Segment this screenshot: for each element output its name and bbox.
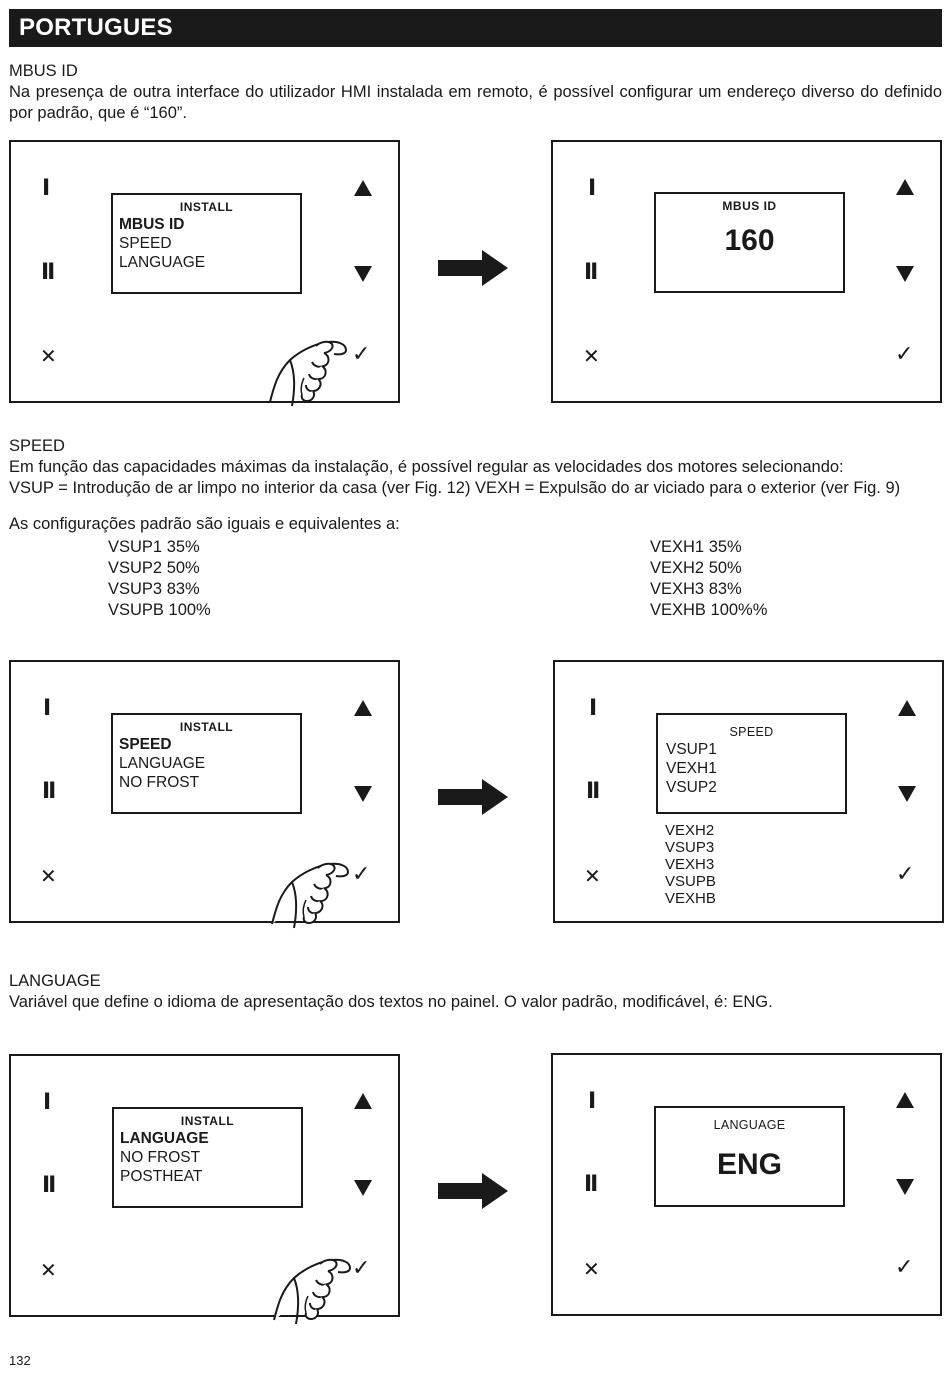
menu-item-language[interactable]: LANGUAGE (119, 254, 206, 271)
pressing-hand-icon (272, 1256, 354, 1326)
display-screen (656, 713, 847, 814)
screen-title: SPEED (729, 725, 774, 739)
button-one[interactable]: I (588, 1089, 597, 1114)
speed-option[interactable]: VSUP2 (666, 779, 717, 796)
speed-heading: SPEED (9, 437, 65, 455)
screen-title: INSTALL (179, 200, 234, 214)
screen-title: INSTALL (179, 720, 234, 734)
x-icon: ✕ (584, 864, 601, 888)
triangle-up-icon[interactable] (354, 180, 372, 196)
confirm-button[interactable] (896, 864, 914, 886)
vexh-default: VEXHB 100%% (650, 601, 768, 619)
display-screen (111, 713, 302, 814)
menu-item-no-frost[interactable]: NO FROST (119, 774, 200, 791)
cancel-button[interactable] (584, 866, 601, 886)
triangle-down-icon[interactable] (896, 1179, 914, 1195)
confirm-button[interactable] (895, 1257, 913, 1279)
cancel-button[interactable] (583, 346, 600, 366)
speed-description: Em função das capacidades máximas da instalação, é possível regular as velocidades dos motores selecionando: (9, 458, 844, 476)
section-header (9, 9, 942, 47)
vexh-default: VEXH2 50% (650, 559, 742, 577)
page-number: 132 (9, 1353, 31, 1368)
check-icon: ✓ (352, 862, 371, 887)
triangle-up-icon[interactable] (354, 700, 372, 716)
triangle-up-icon[interactable] (354, 1093, 372, 1109)
right-arrow-icon (438, 250, 510, 286)
vexh-default: VEXH1 35% (650, 538, 742, 556)
cancel-button[interactable] (40, 1260, 57, 1280)
vexh-default: VEXH3 83% (650, 580, 742, 598)
button-one[interactable]: I (588, 176, 597, 201)
screen-title: LANGUAGE (713, 1118, 786, 1132)
display-screen (654, 1106, 845, 1207)
screen-title: INSTALL (180, 1114, 235, 1128)
vsup-default: VSUPB 100% (108, 601, 211, 619)
confirm-button[interactable] (352, 1258, 370, 1280)
check-icon: ✓ (352, 342, 371, 367)
menu-item-speed[interactable]: SPEED (119, 235, 172, 252)
menu-item-postheat[interactable]: POSTHEAT (120, 1168, 203, 1185)
vsup-default: VSUP3 83% (108, 580, 200, 598)
triangle-up-icon[interactable] (898, 700, 916, 716)
screen-title: MBUS ID (722, 199, 777, 213)
language-heading: LANGUAGE (9, 972, 101, 990)
display-screen (654, 192, 845, 293)
button-one[interactable]: I (43, 696, 52, 721)
confirm-button[interactable] (895, 344, 913, 366)
triangle-up-icon[interactable] (896, 179, 914, 195)
cancel-button[interactable] (583, 1259, 600, 1279)
display-screen (111, 193, 302, 294)
control-panel-speed-list (553, 660, 944, 923)
speed-option[interactable]: VSUP1 (666, 741, 717, 758)
menu-item-language[interactable]: LANGUAGE (120, 1130, 209, 1147)
pressing-hand-icon (268, 338, 350, 408)
right-arrow-icon (438, 779, 510, 815)
triangle-down-icon[interactable] (354, 266, 372, 282)
button-one[interactable]: I (589, 696, 598, 721)
menu-item-speed[interactable]: SPEED (119, 736, 172, 753)
speed-option[interactable]: VEXH1 (666, 760, 717, 777)
triangle-down-icon[interactable] (896, 266, 914, 282)
control-panel-mbus-value (551, 140, 942, 403)
triangle-down-icon[interactable] (354, 1180, 372, 1196)
pressing-hand-icon (270, 860, 352, 930)
display-screen (112, 1107, 303, 1208)
cancel-button[interactable] (40, 346, 57, 366)
speed-option-hidden: VSUPB (665, 873, 716, 890)
speed-option-hidden: VEXH3 (665, 856, 715, 873)
x-icon: ✕ (583, 1257, 600, 1281)
language-description: Variável que define o idioma de apresentação dos textos no painel. O valor padrão, modificável, é: ENG. (9, 993, 773, 1011)
x-icon: ✕ (40, 1258, 57, 1282)
menu-item-language[interactable]: LANGUAGE (119, 755, 206, 772)
button-two[interactable]: II (584, 1172, 597, 1197)
speed-option-hidden: VEXHB (665, 890, 716, 907)
cancel-button[interactable] (40, 866, 57, 886)
check-icon: ✓ (895, 1255, 914, 1280)
button-one[interactable]: I (42, 176, 51, 201)
button-two[interactable]: II (42, 1173, 55, 1198)
x-icon: ✕ (40, 344, 57, 368)
button-two[interactable]: II (586, 779, 599, 804)
language-value: ENG (716, 1148, 782, 1181)
menu-item-mbus-id[interactable]: MBUS ID (119, 216, 185, 233)
confirm-button[interactable] (352, 344, 370, 366)
speed-option-hidden: VSUP3 (665, 839, 715, 856)
button-one[interactable]: I (43, 1090, 52, 1115)
mbus-id-value: 160 (724, 224, 775, 257)
x-icon: ✕ (583, 344, 600, 368)
check-icon: ✓ (895, 342, 914, 367)
triangle-down-icon[interactable] (898, 786, 916, 802)
vsup-default: VSUP1 35% (108, 538, 200, 556)
menu-item-no-frost[interactable]: NO FROST (120, 1149, 201, 1166)
check-icon: ✓ (896, 862, 915, 887)
vsup-default: VSUP2 50% (108, 559, 200, 577)
triangle-down-icon[interactable] (354, 786, 372, 802)
confirm-button[interactable] (352, 864, 370, 886)
check-icon: ✓ (352, 1256, 371, 1281)
speed-option-hidden: VEXH2 (665, 822, 715, 839)
speed-definitions: VSUP = Introdução de ar limpo no interior da casa (ver Fig. 12) VEXH = Expulsão do ar viciado para o exterior (ver Fig. 9) (9, 479, 901, 497)
triangle-up-icon[interactable] (896, 1092, 914, 1108)
section-title: PORTUGUES (19, 14, 173, 41)
control-panel-language-value (551, 1053, 942, 1316)
button-two[interactable]: II (584, 260, 597, 285)
button-two[interactable]: II (42, 779, 55, 804)
speed-defaults-intro: As configurações padrão são iguais e equivalentes a: (9, 515, 400, 533)
mbus-heading: MBUS ID (9, 62, 78, 80)
right-arrow-icon (438, 1173, 510, 1209)
mbus-description: Na presença de outra interface do utilizador HMI instalada em remoto, é possível configurar um endereço diverso do definido por padrão, que é “160”. (9, 83, 942, 122)
x-icon: ✕ (40, 864, 57, 888)
button-two[interactable]: II (41, 260, 54, 285)
